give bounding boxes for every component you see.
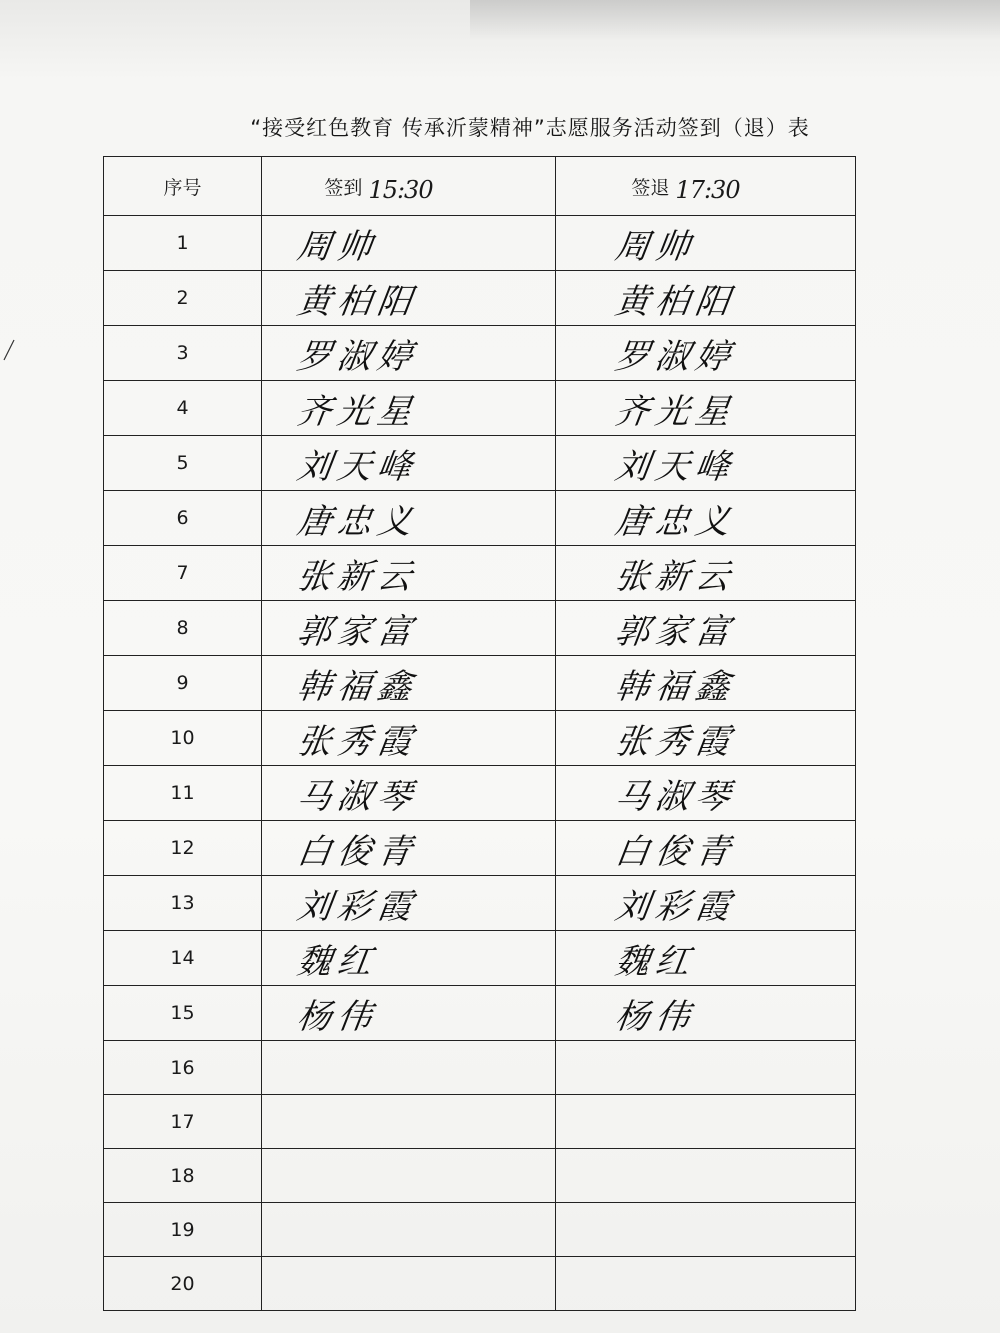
table-row	[104, 1257, 856, 1311]
sign-out-signature	[552, 1041, 858, 1094]
sign-in-cell	[262, 491, 556, 546]
row-number: 20	[104, 1257, 262, 1311]
header-sign-in-time: 15:30	[368, 176, 433, 204]
sign-in-signature: 张新云	[294, 556, 421, 597]
sign-out-cell	[556, 766, 856, 821]
header-sign-in	[262, 157, 556, 216]
sign-in-signature: 韩福鑫	[294, 666, 421, 707]
sign-in-signature: 马淑琴	[294, 776, 421, 817]
sign-out-cell	[556, 1041, 856, 1095]
sign-out-cell	[556, 711, 856, 766]
sign-out-signature: 周帅	[612, 226, 699, 267]
row-number: 2	[104, 271, 262, 326]
sign-in-cell	[262, 601, 556, 656]
sign-in-cell	[262, 931, 556, 986]
sign-in-signature	[258, 1095, 558, 1148]
row-number: 16	[104, 1041, 262, 1095]
sign-out-signature	[552, 1149, 858, 1202]
sign-out-cell	[556, 821, 856, 876]
header-row	[104, 157, 856, 216]
table-row	[104, 931, 856, 986]
sign-out-signature: 罗淑婷	[612, 336, 739, 377]
sign-out-signature: 齐光星	[612, 391, 739, 432]
sign-out-signature: 郭家富	[612, 611, 739, 652]
sign-in-cell	[262, 876, 556, 931]
table-body	[104, 216, 856, 1311]
sign-out-signature: 魏红	[612, 941, 699, 982]
sign-in-signature	[258, 1257, 558, 1310]
table-row	[104, 1149, 856, 1203]
sign-in-signature	[258, 1149, 558, 1202]
sign-in-signature	[258, 1041, 558, 1094]
sign-in-cell	[262, 436, 556, 491]
row-number: 10	[104, 711, 262, 766]
row-number: 14	[104, 931, 262, 986]
table-row	[104, 271, 856, 326]
sign-in-signature	[258, 1203, 558, 1256]
sheet-title	[0, 112, 1000, 142]
row-number: 9	[104, 656, 262, 711]
row-number: 3	[104, 326, 262, 381]
sign-out-signature: 黄柏阳	[612, 281, 739, 322]
sign-in-signature: 白俊青	[294, 831, 421, 872]
sign-in-cell	[262, 711, 556, 766]
stray-pen-mark	[2, 338, 16, 362]
row-number: 1	[104, 216, 262, 271]
table-row	[104, 656, 856, 711]
row-number: 15	[104, 986, 262, 1041]
row-number: 13	[104, 876, 262, 931]
header-sign-out	[556, 157, 856, 216]
table-row	[104, 546, 856, 601]
sign-out-cell	[556, 1095, 856, 1149]
sign-out-cell	[556, 326, 856, 381]
sign-out-cell	[556, 216, 856, 271]
sign-in-signature: 郭家富	[294, 611, 421, 652]
sign-out-signature: 马淑琴	[612, 776, 739, 817]
table-row	[104, 326, 856, 381]
sign-in-signature: 黄柏阳	[294, 281, 421, 322]
header-sign-out-label: 签退	[631, 177, 670, 199]
header-sign-out-time: 17:30	[675, 176, 740, 204]
sign-in-cell	[262, 1203, 556, 1257]
sign-in-signature: 齐光星	[294, 391, 421, 432]
sign-in-cell	[262, 381, 556, 436]
sign-out-signature: 张新云	[612, 556, 739, 597]
sign-out-signature: 韩福鑫	[612, 666, 739, 707]
row-number: 12	[104, 821, 262, 876]
sign-in-cell	[262, 326, 556, 381]
sign-in-cell	[262, 766, 556, 821]
sign-out-signature	[552, 1095, 858, 1148]
sign-in-signature: 魏红	[294, 941, 381, 982]
sign-out-cell	[556, 1203, 856, 1257]
row-number: 4	[104, 381, 262, 436]
sign-out-signature	[552, 1203, 858, 1256]
row-number: 19	[104, 1203, 262, 1257]
sign-out-cell	[556, 931, 856, 986]
row-number: 6	[104, 491, 262, 546]
table-row	[104, 436, 856, 491]
table-row	[104, 381, 856, 436]
sheet-title-text: “接受红色教育 传承沂蒙精神”志愿服务活动签到（退）表	[250, 116, 810, 140]
sign-out-cell	[556, 271, 856, 326]
table-row	[104, 766, 856, 821]
sign-out-signature	[552, 1257, 858, 1310]
sign-out-cell	[556, 876, 856, 931]
table-row	[104, 491, 856, 546]
table-row	[104, 821, 856, 876]
sign-out-cell	[556, 491, 856, 546]
sign-in-cell	[262, 656, 556, 711]
row-number: 17	[104, 1095, 262, 1149]
sign-out-cell	[556, 436, 856, 491]
sign-in-cell	[262, 1041, 556, 1095]
sign-out-cell	[556, 986, 856, 1041]
sign-in-signature: 唐忠义	[294, 501, 421, 542]
sign-in-cell	[262, 986, 556, 1041]
sign-in-signature: 刘天峰	[294, 446, 421, 487]
sign-out-signature: 杨伟	[612, 996, 699, 1037]
row-number: 7	[104, 546, 262, 601]
sign-in-signature: 刘彩霞	[294, 886, 421, 927]
table-row	[104, 601, 856, 656]
sign-in-cell	[262, 1257, 556, 1311]
row-number: 8	[104, 601, 262, 656]
sign-in-cell	[262, 271, 556, 326]
sign-out-cell	[556, 1149, 856, 1203]
header-sign-in-label: 签到	[324, 177, 363, 199]
sign-out-cell	[556, 601, 856, 656]
sign-in-cell	[262, 546, 556, 601]
sign-in-cell	[262, 1095, 556, 1149]
sign-in-signature: 罗淑婷	[294, 336, 421, 377]
row-number: 18	[104, 1149, 262, 1203]
sign-out-cell	[556, 1257, 856, 1311]
table-row	[104, 216, 856, 271]
row-number: 5	[104, 436, 262, 491]
sign-in-cell	[262, 821, 556, 876]
sign-out-cell	[556, 381, 856, 436]
sign-in-signature: 周帅	[294, 226, 381, 267]
sign-out-cell	[556, 546, 856, 601]
header-seq: 序号	[104, 157, 262, 216]
table-row	[104, 1203, 856, 1257]
sign-out-signature: 刘彩霞	[612, 886, 739, 927]
attendance-table	[103, 156, 856, 1311]
sign-in-cell	[262, 216, 556, 271]
row-number: 11	[104, 766, 262, 821]
table-row	[104, 986, 856, 1041]
sign-in-signature: 张秀霞	[294, 721, 421, 762]
sign-out-signature: 白俊青	[612, 831, 739, 872]
sign-out-signature: 唐忠义	[612, 501, 739, 542]
sign-out-signature: 刘天峰	[612, 446, 739, 487]
sign-out-cell	[556, 656, 856, 711]
table-row	[104, 1041, 856, 1095]
table-row	[104, 876, 856, 931]
sign-out-signature: 张秀霞	[612, 721, 739, 762]
sign-in-cell	[262, 1149, 556, 1203]
table-row	[104, 1095, 856, 1149]
table-row	[104, 711, 856, 766]
paper-shadow	[470, 0, 1000, 40]
sign-in-signature: 杨伟	[294, 996, 381, 1037]
